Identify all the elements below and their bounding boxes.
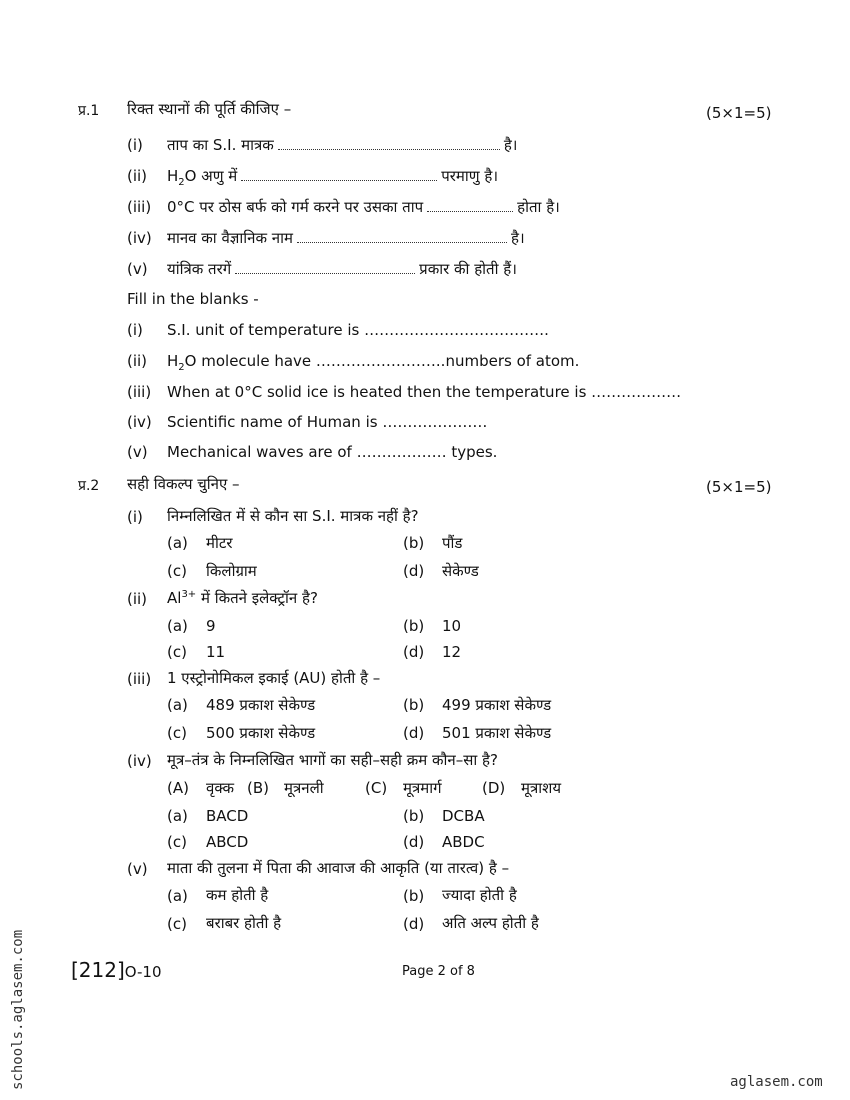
q2-part-label-C: (C) <box>365 779 388 797</box>
q2-opt-label: (b) <box>403 696 425 714</box>
q2-marks: (5×1=5) <box>706 478 772 496</box>
q2-part-text-A: वृक्क <box>206 779 235 797</box>
q1-hi-num-1: (i) <box>127 136 143 154</box>
q1-title: रिक्त स्थानों की पूर्ति कीजिए – <box>127 100 292 118</box>
q2-opt-label: (d) <box>403 643 425 661</box>
q1-hi-item-3: 0°C पर ठोस बर्फ को गर्म करने पर उसका ताप होता है। <box>167 198 560 216</box>
q1-en-num-2: (ii) <box>127 352 148 370</box>
q2-opt-text: मीटर <box>206 534 233 552</box>
q1-en-num-3: (iii) <box>127 383 152 401</box>
q2-opt-label: (d) <box>403 724 425 742</box>
q2-opt-text: 11 <box>206 643 226 661</box>
q2-opt-text: किलोग्राम <box>206 562 257 580</box>
q2-part-text-C: मूत्रमार्ग <box>403 779 442 797</box>
q1-marks: (5×1=5) <box>706 104 772 122</box>
q2-opt-text: सेकेण्ड <box>442 562 479 580</box>
q1-hi-item-4: मानव का वैज्ञानिक नाम है। <box>167 229 525 247</box>
q1-hi-item-5: यांत्रिक तरगें प्रकार की होती हैं। <box>167 260 517 278</box>
q2-title: सही विकल्प चुनिए – <box>127 475 240 493</box>
q2-opt-text: 10 <box>442 617 462 635</box>
q2-part-num-4: (iv) <box>127 752 152 770</box>
q1-en-item-3: When at 0°C solid ice is heated then the temperature is ……………… <box>167 383 682 401</box>
q1-en-title: Fill in the blanks - <box>127 290 259 308</box>
q2-opt-text: कम होती है <box>206 886 269 904</box>
q2-opt-label: (c) <box>167 643 187 661</box>
q1-en-item-2: $H_2O$ molecule have ……………………..numbers of atom. <box>167 352 580 373</box>
q2-opt-label: (b) <box>403 887 425 905</box>
q1-hi-item-1: ताप का S.I. मात्रक है। <box>167 136 518 154</box>
q1-en-item-5: Mechanical waves are of ……………… types. <box>167 443 498 461</box>
q2-opt-text: 499 प्रकाश सेकेण्ड <box>442 696 552 714</box>
q2-opt-text: 12 <box>442 643 462 661</box>
q2-question-2: $Al^{3+}$ में कितने इलेक्ट्रॉन है? <box>167 589 318 607</box>
q2-part-num-2: (ii) <box>127 590 148 608</box>
q2-opt-label: (d) <box>403 833 425 851</box>
q1-hi-num-2: (ii) <box>127 167 148 185</box>
q2-opt-text: BACD <box>206 807 249 825</box>
q2-opt-label: (c) <box>167 724 187 742</box>
q2-part-text-D: मूत्राशय <box>521 779 562 797</box>
q2-opt-label: (c) <box>167 562 187 580</box>
q2-opt-text: पौंड <box>442 534 463 552</box>
q2-part-num-3: (iii) <box>127 670 152 688</box>
q2-opt-text: अति अल्प होती है <box>442 914 539 932</box>
q2-opt-label: (c) <box>167 915 187 933</box>
q2-opt-text: 489 प्रकाश सेकेण्ड <box>206 696 316 714</box>
q2-part-num-5: (v) <box>127 860 148 878</box>
q2-opt-label: (b) <box>403 617 425 635</box>
page-number: Page 2 of 8 <box>402 964 475 979</box>
paper-code: [212]O-10 <box>71 958 162 982</box>
q2-part-num-1: (i) <box>127 508 143 526</box>
q2-opt-text: 500 प्रकाश सेकेण्ड <box>206 724 316 742</box>
q1-en-num-4: (iv) <box>127 413 152 431</box>
watermark-right: aglasem.com <box>730 1074 823 1090</box>
q1-hi-num-3: (iii) <box>127 198 152 216</box>
q2-opt-text: 501 प्रकाश सेकेण्ड <box>442 724 552 742</box>
q2-part-label-D: (D) <box>482 779 506 797</box>
q1-hi-item-2: $H_2O$ अणु में परमाणु है। <box>167 167 499 188</box>
q2-opt-text: बराबर होती है <box>206 914 282 932</box>
q2-opt-label: (b) <box>403 534 425 552</box>
q2-question-4: मूत्र–तंत्र के निम्नलिखित भागों का सही–सही क्रम कौन–सा है? <box>167 751 498 769</box>
q2-opt-label: (c) <box>167 833 187 851</box>
q2-opt-label: (a) <box>167 807 188 825</box>
q2-number: प्र.2 <box>78 478 100 494</box>
q2-part-text-B: मूत्रनली <box>284 779 324 797</box>
q2-question-1: निम्नलिखित में से कौन सा S.I. मात्रक नहीं है? <box>167 507 419 525</box>
q2-opt-text: ज्यादा होती है <box>442 886 517 904</box>
q2-opt-text: ABCD <box>206 833 249 851</box>
q2-opt-label: (a) <box>167 887 188 905</box>
q2-question-3: 1 एस्ट्रोनोमिकल इकाई (AU) होती है – <box>167 669 381 687</box>
q2-opt-label: (a) <box>167 534 188 552</box>
q1-en-num-5: (v) <box>127 443 148 461</box>
q1-number: प्र.1 <box>78 103 100 119</box>
watermark-left: schools.aglasem.com <box>10 929 26 1090</box>
q2-opt-text: ABDC <box>442 833 485 851</box>
q1-en-num-1: (i) <box>127 321 143 339</box>
q2-opt-label: (b) <box>403 807 425 825</box>
q2-part-label-A: (A) <box>167 779 189 797</box>
q2-opt-label: (d) <box>403 915 425 933</box>
q1-en-item-1: S.I. unit of temperature is ………………………………. <box>167 321 549 339</box>
q1-en-item-4: Scientific name of Human is ………………… <box>167 413 488 431</box>
q2-opt-label: (d) <box>403 562 425 580</box>
q1-hi-num-4: (iv) <box>127 229 152 247</box>
q2-opt-text: 9 <box>206 617 216 635</box>
q1-hi-num-5: (v) <box>127 260 148 278</box>
q2-opt-label: (a) <box>167 617 188 635</box>
q2-opt-text: DCBA <box>442 807 485 825</box>
q2-opt-label: (a) <box>167 696 188 714</box>
q2-part-label-B: (B) <box>247 779 269 797</box>
q2-question-5: माता की तुलना में पिता की आवाज की आकृति (या तारत्व) है – <box>167 859 510 877</box>
